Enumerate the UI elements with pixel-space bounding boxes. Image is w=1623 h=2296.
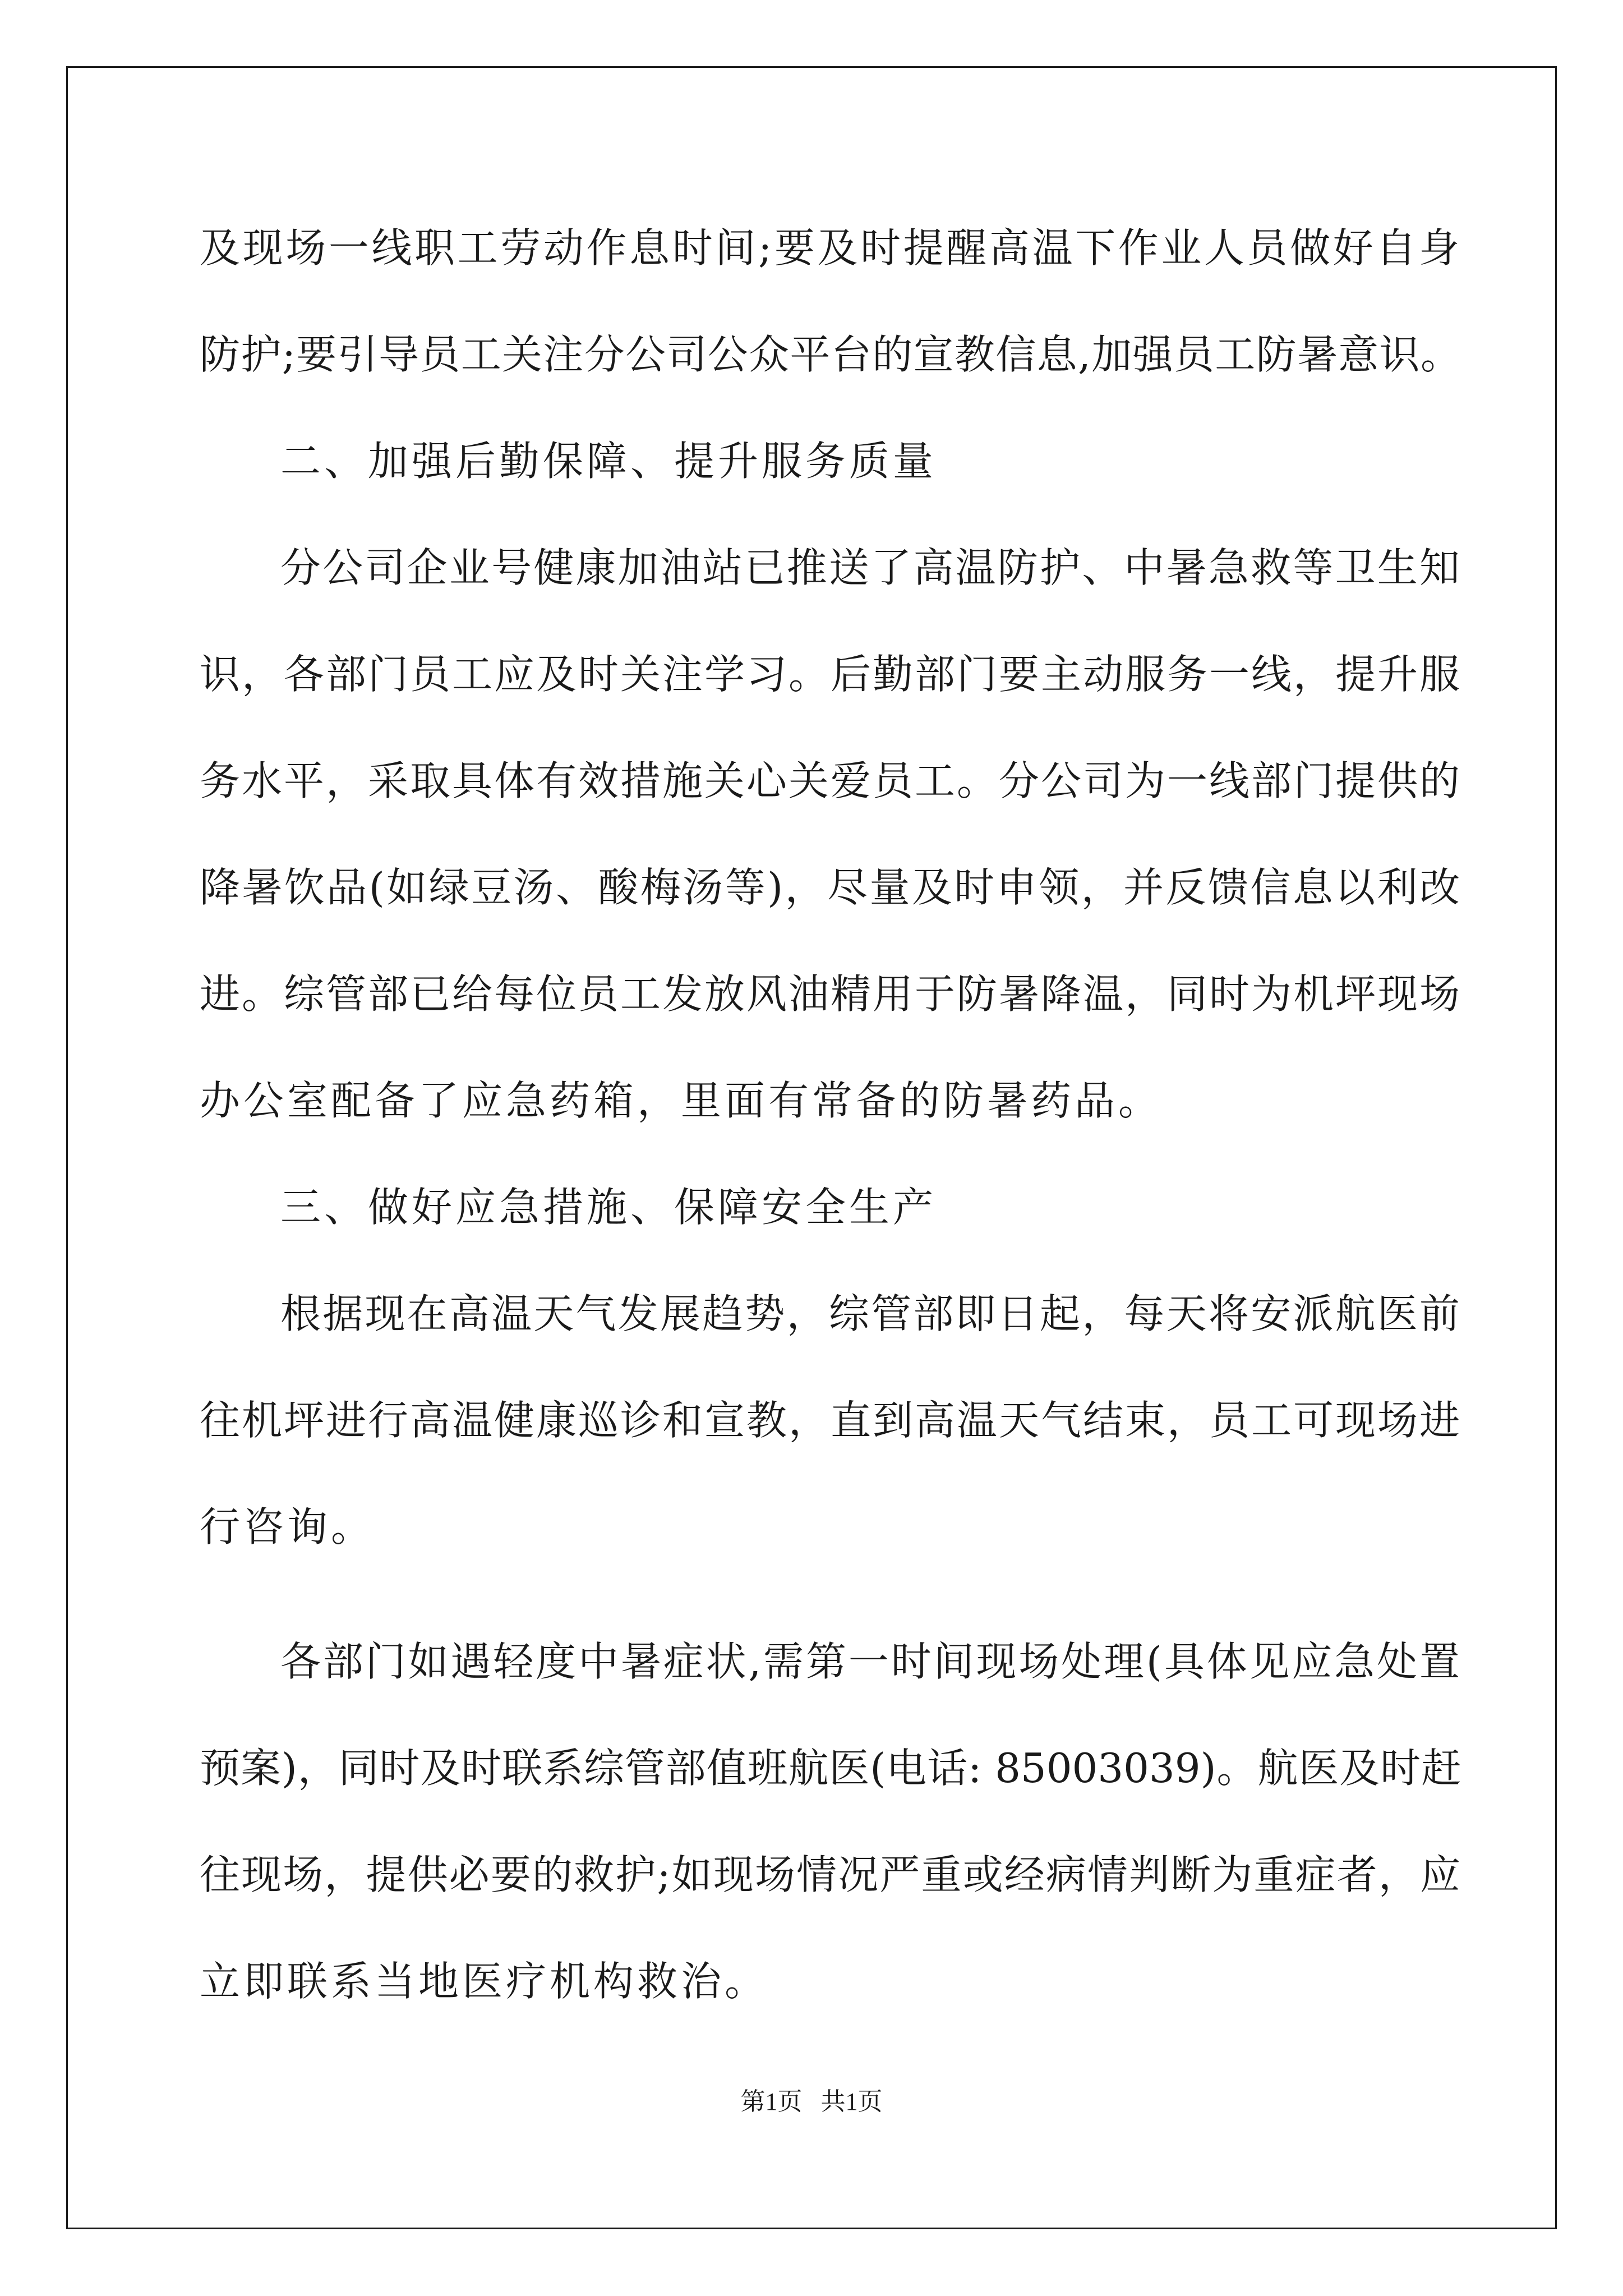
body-line: 各部门如遇轻度中暑症状,需第一时间现场处理(具体见应急处置 — [280, 1638, 1461, 1685]
body-line: 及现场一线职工劳动作息时间;要及时提醒高温下作业人员做好自身 — [200, 224, 1461, 272]
body-line: 识，各部门员工应及时关注学习。后勤部门要主动服务一线，提升服 — [200, 651, 1462, 698]
section-heading: 三、做好应急措施、保障安全生产 — [280, 1184, 937, 1231]
page-border — [66, 66, 1557, 2229]
body-line: 行咨询。 — [200, 1503, 375, 1550]
body-line: 根据现在高温天气发展趋势，综管部即日起，每天将安派航医前 — [280, 1290, 1461, 1337]
body-line: 往机坪进行高温健康巡诊和宣教，直到高温天气结束，员工可现场进 — [200, 1397, 1462, 1444]
body-line: 往现场，提供必要的救护;如现场情况严重或经病情判断为重症者，应 — [200, 1851, 1461, 1898]
body-line: 办公室配备了应急药箱，里面有常备的防暑药品。 — [200, 1077, 1163, 1124]
body-line: 务水平，采取具体有效措施关心关爱员工。分公司为一线部门提供的 — [200, 757, 1462, 804]
page-number-footer: 第1页 共1页 — [740, 2088, 883, 2115]
body-line: 防护;要引导员工关注分公司公众平台的宣教信息,加强员工防暑意识。 — [200, 331, 1461, 378]
body-line: 立即联系当地医疗机构救治。 — [200, 1958, 769, 2005]
body-line: 预案)，同时及时联系综管部值班航医(电话: 85003039)。航医及时赶 — [200, 1745, 1461, 1792]
body-line: 降暑饮品(如绿豆汤、酸梅汤等)，尽量及时申领，并反馈信息以利改 — [200, 864, 1461, 911]
section-heading: 二、加强后勤保障、提升服务质量 — [280, 438, 937, 485]
body-line: 进。综管部已给每位员工发放风油精用于防暑降温，同时为机坪现场 — [200, 970, 1462, 1018]
body-line: 分公司企业号健康加油站已推送了高温防护、中暑急救等卫生知 — [280, 544, 1461, 591]
